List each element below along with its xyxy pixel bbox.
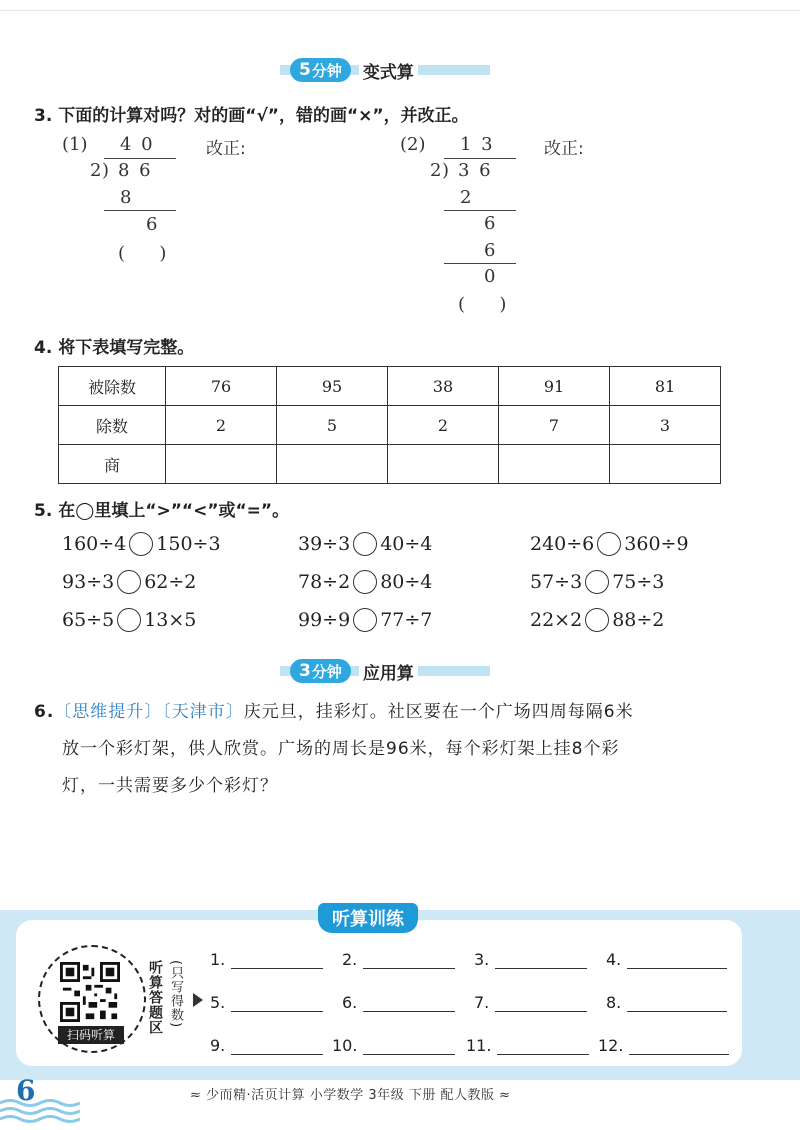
q3-p1-division-bar <box>104 158 176 159</box>
q3-p1-bracket: ) <box>102 160 110 181</box>
answer-line[interactable] <box>495 995 587 1012</box>
slot-label: 6. <box>342 993 358 1012</box>
slot-label: 11. <box>466 1036 492 1055</box>
compare-circle[interactable] <box>117 570 141 594</box>
q6-text-line3: 灯，一共需要多少个彩灯？ <box>62 776 278 796</box>
compare-left: 160÷4 <box>62 533 127 555</box>
row-header-quotient: 商 <box>59 445 166 484</box>
quotient-answer-cell[interactable] <box>166 445 277 484</box>
slot-label: 10. <box>332 1036 358 1055</box>
q3-p2-divisor: 2 <box>430 160 442 181</box>
q3-p1-answer-paren[interactable]: ( ) <box>118 243 167 264</box>
compare-circle[interactable] <box>353 608 377 632</box>
slot-label: 5. <box>210 993 226 1012</box>
compare-item <box>62 570 196 594</box>
q4-text: 将下表填写完整。 <box>58 338 195 358</box>
slot-label: 3. <box>474 950 490 969</box>
compare-left: 93÷3 <box>62 571 115 593</box>
quotient-answer-cell[interactable] <box>499 445 610 484</box>
q3-p2-step3: 6 <box>484 240 496 261</box>
q3-p1-dividend: 8 6 <box>118 160 153 181</box>
dividend-cell: 81 <box>610 367 721 406</box>
compare-left: 65÷5 <box>62 609 115 631</box>
section-badge-5min <box>290 57 418 83</box>
table-row-dividend <box>59 367 721 406</box>
section-badge-3min <box>290 658 418 684</box>
answer-line[interactable] <box>627 952 727 969</box>
q3-p1-fix-label: 改正: <box>206 139 246 159</box>
q6-text-line1: 庆元旦，挂彩灯。社区要在一个广场四周每隔6米 <box>243 702 634 722</box>
q3-text: 下面的计算对吗？对的画“√”，错的画“×”，并改正。 <box>58 106 469 126</box>
compare-item <box>298 570 432 594</box>
q3-p2-bracket: ) <box>442 160 450 181</box>
answer-slot[interactable] <box>474 950 587 969</box>
q5-text: 在◯里填上“>”“<”或“=”。 <box>58 501 290 521</box>
badge-minutes: 5 <box>299 60 311 80</box>
compare-item <box>62 608 196 632</box>
answer-line[interactable] <box>363 952 455 969</box>
compare-right: 75÷3 <box>612 571 665 593</box>
q6-tag-region: 〔天津市〕 <box>162 702 244 722</box>
answer-slot[interactable] <box>210 1036 323 1055</box>
answer-area-label: 听算答题区 <box>147 960 163 1035</box>
q3-p1-divisor: 2 <box>90 160 102 181</box>
q3-p2-answer-paren[interactable]: ( ) <box>458 294 507 315</box>
compare-item <box>530 570 664 594</box>
q3-p2-label: (2) <box>400 134 426 155</box>
answer-slot[interactable] <box>342 950 455 969</box>
divisor-cell: 3 <box>610 406 721 445</box>
q6-number: 6. <box>34 702 55 722</box>
q6-problem <box>34 694 774 805</box>
compare-item <box>298 608 432 632</box>
answer-slot[interactable] <box>332 1036 455 1055</box>
compare-right: 77÷7 <box>380 609 433 631</box>
compare-left: 57÷3 <box>530 571 583 593</box>
compare-right: 13×5 <box>144 609 197 631</box>
footer-text: ≈ 少而精·活页计算 小学数学 3年级 下册 配人教版 ≈ <box>190 1088 511 1103</box>
wave-decoration-icon <box>0 1095 80 1125</box>
q3-p1-quotient: 4 0 <box>120 134 155 155</box>
section-title: 应用算 <box>359 659 418 684</box>
dividend-cell: 38 <box>388 367 499 406</box>
q3-title <box>34 101 469 126</box>
quotient-answer-cell[interactable] <box>277 445 388 484</box>
q3-p2-line1 <box>444 210 516 211</box>
answer-slot[interactable] <box>210 993 323 1012</box>
q3-p2-remainder: 0 <box>484 266 496 287</box>
compare-circle[interactable] <box>585 570 609 594</box>
q3-p2-dividend: 3 6 <box>458 160 493 181</box>
answer-line[interactable] <box>231 952 323 969</box>
q3-p2-division-bar <box>444 158 516 159</box>
quotient-answer-cell[interactable] <box>388 445 499 484</box>
slot-label: 12. <box>598 1036 624 1055</box>
slot-label: 8. <box>606 993 622 1012</box>
dividend-cell: 91 <box>499 367 610 406</box>
compare-item <box>298 532 432 556</box>
answer-slot[interactable] <box>474 993 587 1012</box>
compare-item <box>62 532 221 556</box>
qr-label: 扫码听算 <box>58 1026 124 1044</box>
compare-circle[interactable] <box>353 570 377 594</box>
answer-slot[interactable] <box>606 950 727 969</box>
q3-p2-step2: 6 <box>484 213 496 234</box>
compare-right: 360÷9 <box>624 533 689 555</box>
table-row-quotient <box>59 445 721 484</box>
answer-line[interactable] <box>231 1038 323 1055</box>
answer-line[interactable] <box>627 995 727 1012</box>
answer-line[interactable] <box>363 1038 455 1055</box>
compare-left: 22×2 <box>530 609 583 631</box>
compare-circle[interactable] <box>353 532 377 556</box>
answer-line[interactable] <box>363 995 455 1012</box>
badge-unit: 分钟 <box>311 662 342 681</box>
answer-slot[interactable] <box>598 1036 729 1055</box>
compare-circle[interactable] <box>129 532 153 556</box>
compare-circle[interactable] <box>117 608 141 632</box>
answer-slot[interactable] <box>342 993 455 1012</box>
slot-label: 4. <box>606 950 622 969</box>
compare-item <box>530 532 689 556</box>
top-rule <box>0 10 800 11</box>
compare-left: 240÷6 <box>530 533 595 555</box>
answer-slot[interactable] <box>210 950 323 969</box>
q4-table <box>58 366 721 484</box>
q3-p1-line <box>104 210 176 211</box>
q3-p2-fix-label: 改正: <box>544 139 584 159</box>
divisor-cell: 7 <box>499 406 610 445</box>
page-number: 6 <box>16 1074 36 1107</box>
q5-title <box>34 496 289 521</box>
row-header-divisor: 除数 <box>59 406 166 445</box>
q4-number: 4. <box>34 338 53 358</box>
q6-line1 <box>34 694 774 731</box>
badge-time-pill <box>290 659 351 683</box>
answer-line[interactable] <box>629 1038 729 1055</box>
q3-p2-line2 <box>444 263 516 264</box>
q3-p2-quotient: 1 3 <box>460 134 495 155</box>
section-title: 变式算 <box>359 58 418 83</box>
compare-right: 88÷2 <box>612 609 665 631</box>
compare-left: 78÷2 <box>298 571 351 593</box>
answer-line[interactable] <box>497 1038 589 1055</box>
q6-text-line2: 放一个彩灯架，供人欣赏。广场的周长是96米，每个彩灯架上挂8个彩 <box>62 739 620 759</box>
qr-code-icon[interactable] <box>60 962 120 1022</box>
compare-circle[interactable] <box>585 608 609 632</box>
compare-right: 40÷4 <box>380 533 433 555</box>
q3-p1-remainder: 6 <box>146 214 158 235</box>
compare-left: 99÷9 <box>298 609 351 631</box>
compare-circle[interactable] <box>597 532 621 556</box>
answer-slot[interactable] <box>606 993 727 1012</box>
table-row-divisor <box>59 406 721 445</box>
divisor-cell: 2 <box>166 406 277 445</box>
compare-left: 39÷3 <box>298 533 351 555</box>
badge-unit: 分钟 <box>311 61 342 80</box>
answer-line[interactable] <box>495 952 587 969</box>
badge-time-pill <box>290 58 351 82</box>
q3-number: 3. <box>34 106 53 126</box>
answer-line[interactable] <box>231 995 323 1012</box>
quotient-answer-cell[interactable] <box>610 445 721 484</box>
slot-label: 7. <box>474 993 490 1012</box>
q5-number: 5. <box>34 501 53 521</box>
slot-label: 2. <box>342 950 358 969</box>
divisor-cell: 5 <box>277 406 388 445</box>
answer-slot[interactable] <box>466 1036 589 1055</box>
badge-minutes: 3 <box>299 661 311 681</box>
answer-area-note: (只写得数) <box>168 960 183 1029</box>
dividend-cell: 95 <box>277 367 388 406</box>
q6-tag-thinking: 〔思维提升〕 <box>54 702 163 722</box>
row-header-dividend: 被除数 <box>59 367 166 406</box>
dividend-cell: 76 <box>166 367 277 406</box>
q3-p1-label: (1) <box>62 134 88 155</box>
arrow-right-icon <box>193 993 203 1007</box>
q3-p2-step1: 2 <box>460 187 472 208</box>
compare-right: 150÷3 <box>156 533 221 555</box>
compare-item <box>530 608 664 632</box>
compare-right: 80÷4 <box>380 571 433 593</box>
slot-label: 1. <box>210 950 226 969</box>
slot-label: 9. <box>210 1036 226 1055</box>
compare-right: 62÷2 <box>144 571 197 593</box>
divisor-cell: 2 <box>388 406 499 445</box>
listening-title: 听算训练 <box>318 903 418 933</box>
q4-title <box>34 333 194 358</box>
q3-p1-step: 8 <box>120 187 132 208</box>
